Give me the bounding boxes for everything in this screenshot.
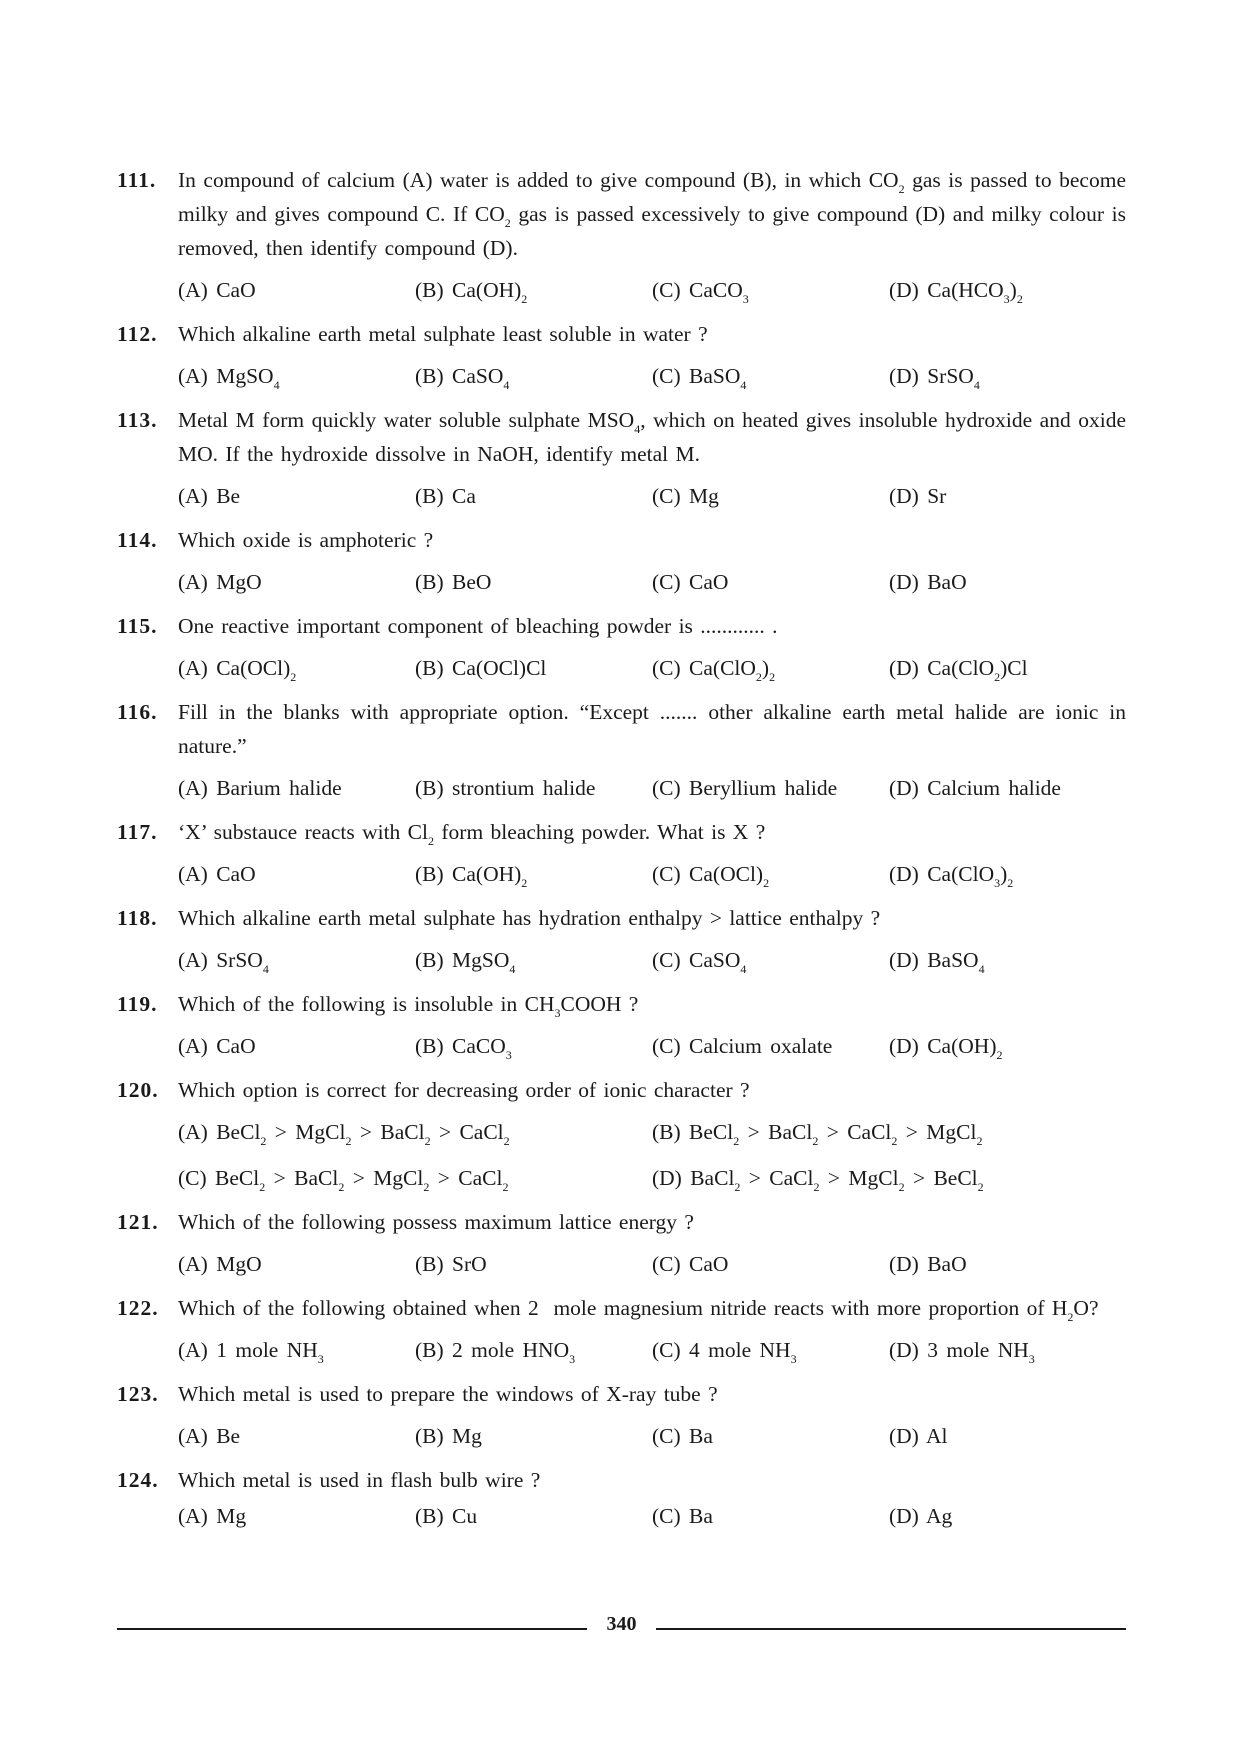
question-text: One reactive important component of bleaching powder is ............ .: [178, 614, 778, 638]
question-list: [117, 163, 1126, 1543]
options: [117, 565, 1126, 599]
option-d: (D) BaCl$_2$ > CaCl$_2$ > MgCl$_2$ > BeCl$_2$: [652, 1166, 984, 1194]
option-b: (B) MgSO$_4$: [415, 948, 516, 976]
option-c: (C) Beryllium halide: [652, 776, 838, 800]
option-d: (D) $Ca(HCO_3)_2$: [889, 278, 1023, 306]
option-a: (A) MgO: [178, 1252, 262, 1276]
options: [117, 943, 1126, 977]
option-a: (A) SrSO$_4$: [178, 948, 269, 976]
option-a: (A) BeCl$_2$ > MgCl$_2$ > BaCl$_2$ > CaCl$_2$: [178, 1120, 510, 1148]
option-b: (B) strontium halide: [415, 776, 596, 800]
page-number-wrap: [117, 1613, 1126, 1636]
question-121: [117, 1205, 1126, 1281]
option-b: (B) $Ca(OH)_2$: [415, 862, 528, 890]
question-text: In compound of calcium (A) water is added to give compound (B), in which $CO_2$ gas is passed to become milky and gives compound C. If $CO_2$ gas is passed excessively to give compound (D) and milky colour is removed, then identify compound (D).: [178, 168, 1126, 260]
option-c: (C) Calcium oxalate: [652, 1034, 833, 1058]
option-c: (C) BeCl$_2$ > BaCl$_2$ > MgCl$_2$ > CaCl$_2$: [178, 1166, 509, 1194]
option-b: (B) CaSO$_4$: [415, 364, 510, 392]
options: [117, 1115, 1126, 1195]
question-number: 111.: [117, 168, 157, 192]
question-113: [117, 403, 1126, 513]
options: [117, 651, 1126, 685]
option-c: (C) CaO: [652, 570, 729, 594]
option-c: (C) BaSO$_4$: [652, 364, 747, 392]
page-footer: [117, 1613, 1126, 1643]
options: [117, 771, 1126, 805]
question-118: [117, 901, 1126, 977]
question-number: 117.: [117, 820, 158, 844]
question-123: [117, 1377, 1126, 1453]
option-c: (C) CaCO$_3$: [652, 278, 749, 306]
option-b: (B) Ca: [415, 484, 476, 508]
option-a: (A) Mg: [178, 1504, 247, 1528]
option-b: (B) SrO: [415, 1252, 487, 1276]
question-number: 114.: [117, 528, 158, 552]
question-text: Metal M form quickly water soluble sulphate $MSO_4$, which on heated gives insoluble hydroxide and oxide MO. If the hydroxide dissolve in NaOH, identify metal M.: [178, 408, 1127, 466]
option-a: (A) CaO: [178, 278, 256, 302]
question-124: [117, 1463, 1126, 1533]
option-b: (B) $Ca(OH)_2$: [415, 278, 528, 306]
option-c: (C) $Ca(OCl)_2$: [652, 862, 770, 890]
question-number: 116.: [117, 700, 158, 724]
question-number: 112.: [117, 322, 158, 346]
question-114: [117, 523, 1126, 599]
option-a: (A) 1 mole $NH_3$: [178, 1338, 324, 1366]
question-number: 118.: [117, 906, 158, 930]
option-d: (D) Sr: [889, 484, 947, 508]
option-a: (A) CaO: [178, 862, 256, 886]
option-d: (D) Calcium halide: [889, 776, 1061, 800]
question-text: Which of the following possess maximum lattice energy ?: [178, 1210, 694, 1234]
option-c: (C) CaSO$_4$: [652, 948, 747, 976]
options: [117, 359, 1126, 393]
option-d: (D) Al: [889, 1424, 948, 1448]
question-text: Which alkaline earth metal sulphate has hydration enthalpy > lattice enthalpy ?: [178, 906, 881, 930]
question-text: ‘X’ substauce reacts with $Cl_2$ form bleaching powder. What is X ?: [178, 820, 766, 848]
option-d: (D) BaO: [889, 1252, 967, 1276]
option-c: (C) Ba: [652, 1424, 713, 1448]
question-112: [117, 317, 1126, 393]
option-a: (A) Be: [178, 484, 241, 508]
options: [117, 1333, 1126, 1367]
question-text: Which option is correct for decreasing order of ionic character ?: [178, 1078, 750, 1102]
option-c: (C) CaO: [652, 1252, 729, 1276]
option-b: (B) Cu: [415, 1504, 478, 1528]
question-text: Which alkaline earth metal sulphate least soluble in water ?: [178, 322, 708, 346]
option-c: (C) Ba: [652, 1504, 713, 1528]
options: [117, 479, 1126, 513]
option-a: (A) Be: [178, 1424, 241, 1448]
option-b: (B) CaCO$_3$: [415, 1034, 512, 1062]
question-number: 121.: [117, 1210, 159, 1234]
option-d: (D) BaO: [889, 570, 967, 594]
question-number: 122.: [117, 1296, 159, 1320]
question-text: Which of the following is insoluble in $CH_3COOH$ ?: [178, 992, 639, 1020]
question-120: [117, 1073, 1126, 1195]
option-d: (D) SrSO$_4$: [889, 364, 980, 392]
options: [117, 1419, 1126, 1453]
question-119: [117, 987, 1126, 1063]
option-d: (D) Ca(ClO$_2$)Cl: [889, 656, 1028, 684]
question-text: Which metal is used in flash bulb wire ?: [178, 1468, 541, 1492]
option-b: (B) Ca(OCl)Cl: [415, 656, 547, 680]
question-117: [117, 815, 1126, 891]
option-d: (D) $Ca(OH)_2$: [889, 1034, 1003, 1062]
page-number: 340: [593, 1613, 651, 1635]
question-text: Which metal is used to prepare the windows of X-ray tube ?: [178, 1382, 718, 1406]
option-c: (C) Mg: [652, 484, 719, 508]
option-b: (B) BeO: [415, 570, 492, 594]
option-c: (C) 4 mole $NH_3$: [652, 1338, 797, 1366]
question-number: 119.: [117, 992, 158, 1016]
question-number: 113.: [117, 408, 158, 432]
options: [117, 1247, 1126, 1281]
question-number: 120.: [117, 1078, 159, 1102]
option-d: (D) BaSO$_4$: [889, 948, 985, 976]
question-111: [117, 163, 1126, 307]
option-a: (A) MgO: [178, 570, 262, 594]
question-115: [117, 609, 1126, 685]
option-a: (A) Barium halide: [178, 776, 342, 800]
option-d: (D) $Ca(ClO_3)_2$: [889, 862, 1014, 890]
question-number: 115.: [117, 614, 158, 638]
options: [117, 1029, 1126, 1063]
question-122: [117, 1291, 1126, 1367]
option-b: (B) 2 mole $HNO_3$: [415, 1338, 576, 1366]
options: [117, 273, 1126, 307]
option-d: (D) 3 mole $NH_3$: [889, 1338, 1035, 1366]
options: [117, 1499, 1126, 1533]
options: [117, 857, 1126, 891]
option-a: (A) $Ca(OCl)_2$: [178, 656, 297, 684]
option-d: (D) Ag: [889, 1504, 953, 1528]
question-116: [117, 695, 1126, 805]
option-c: (C) $Ca(ClO_2)_2$: [652, 656, 776, 684]
option-a: (A) MgSO$_4$: [178, 364, 280, 392]
question-number: 123.: [117, 1382, 159, 1406]
option-a: (A) CaO: [178, 1034, 256, 1058]
option-b: (B) BeCl$_2$ > BaCl$_2$ > CaCl$_2$ > MgCl$_2$: [652, 1120, 983, 1148]
question-text: Which oxide is amphoteric ?: [178, 528, 434, 552]
question-number: 124.: [117, 1468, 159, 1492]
question-text: Fill in the blanks with appropriate option. “Except ....... other alkaline earth metal halide are ionic in nature.”: [178, 700, 1126, 758]
option-b: (B) Mg: [415, 1424, 482, 1448]
question-text: Which of the following obtained when 2 mole magnesium nitride reacts with more proportion of $H_2O$?: [178, 1296, 1099, 1324]
